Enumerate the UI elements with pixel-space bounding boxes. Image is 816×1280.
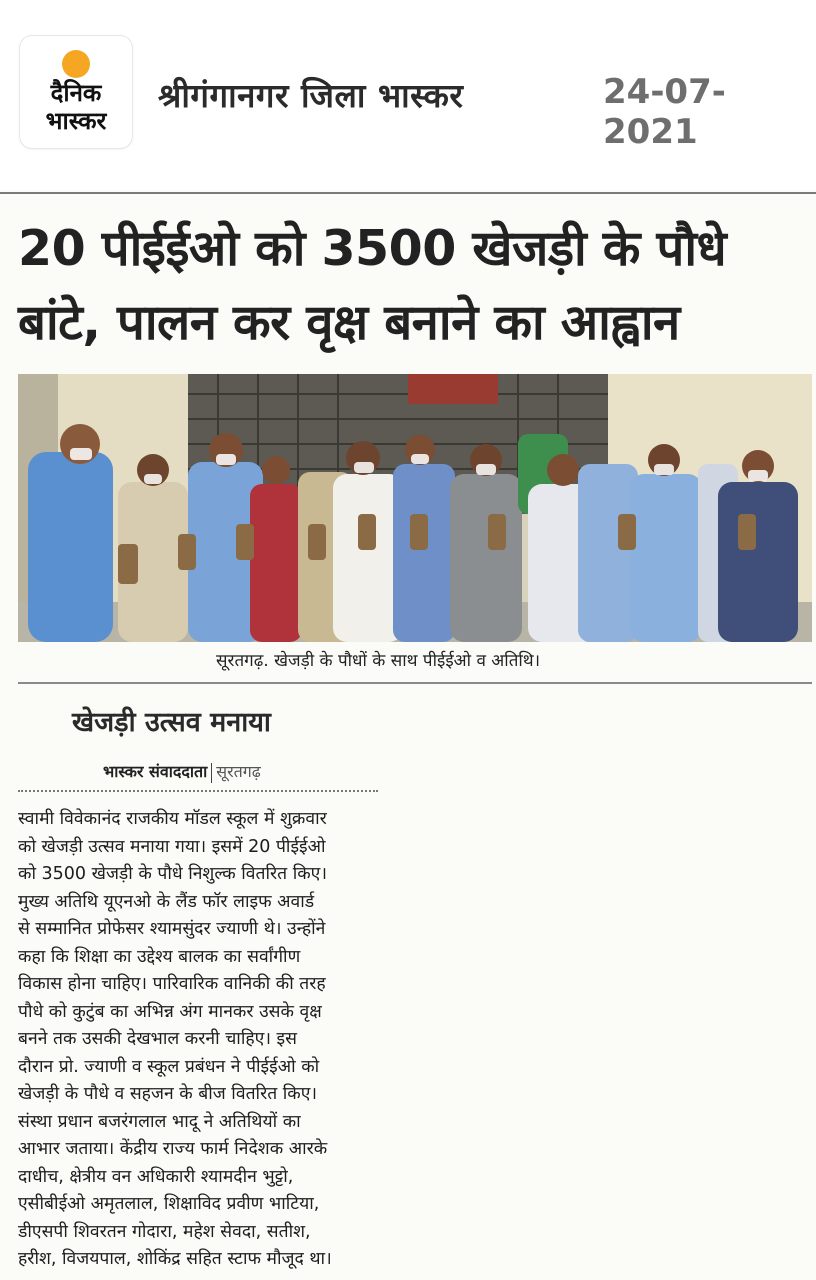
body-line: विकास होना चाहिए। पारिवारिक वानिकी की तरह bbox=[18, 974, 326, 994]
body-line: बनने तक उसकी देखभाल करनी चाहिए। इस bbox=[18, 1029, 297, 1049]
divider bbox=[18, 682, 812, 684]
news-photo bbox=[18, 374, 812, 642]
body-line: मुख्य अतिथि यूएनओ के लैंड फॉर लाइफ अवार्ड bbox=[18, 891, 315, 912]
sun-icon bbox=[62, 50, 90, 78]
byline-place: सूरतगढ़ bbox=[216, 762, 261, 781]
body-line: स्वामी विवेकानंद राजकीय मॉडल स्कूल में शुक्रवार bbox=[18, 809, 327, 829]
headline bbox=[18, 212, 808, 360]
byline-agency: भास्कर संवाददाता bbox=[103, 762, 208, 781]
body-line: दाधीच, क्षेत्रीय वन अधिकारी श्यामदीन भुट्टो, bbox=[18, 1166, 294, 1187]
photo-caption: सूरतगढ़. खेजड़ी के पौधों के साथ पीईईओ व अतिथि। bbox=[216, 651, 541, 671]
edition-name: श्रीगंगानगर जिला भास्कर bbox=[158, 76, 464, 115]
byline-separator bbox=[211, 763, 212, 783]
dotted-divider bbox=[18, 790, 378, 792]
body-line: दौरान प्रो. ज्याणी व स्कूल प्रबंधन ने पीईईओ को bbox=[18, 1056, 320, 1077]
body-line: हरीश, विजयपाल, शोकिंद्र सहित स्टाफ मौजूद था। bbox=[18, 1249, 332, 1269]
body-line: डीएसपी शिवरतन गोदारा, महेश सेवदा, सतीश, bbox=[18, 1221, 311, 1242]
publication-date: 24-07-2021 bbox=[603, 72, 726, 152]
headline-line-2: बांटे, पालन कर वृक्ष बनाने का आह्वान bbox=[18, 294, 680, 351]
page-header bbox=[0, 0, 816, 190]
dainik-bhaskar-logo bbox=[20, 36, 132, 148]
body-line: आभार जताया। केंद्रीय राज्य फार्म निदेशक आरके bbox=[18, 1139, 328, 1159]
headline-line-1: 20 पीईईओ को 3500 खेजड़ी के पौधे bbox=[18, 220, 727, 277]
body-line: को खेजड़ी उत्सव मनाया गया। इसमें 20 पीईईओ bbox=[18, 836, 326, 857]
body-line: एसीबीईओ अमृतलाल, शिक्षाविद प्रवीण भाटिया, bbox=[18, 1194, 320, 1214]
byline bbox=[103, 760, 261, 783]
logo-text-line1: दैनिक bbox=[50, 79, 102, 107]
divider bbox=[0, 192, 816, 194]
subheadline: खेजड़ी उत्सव मनाया bbox=[72, 707, 271, 738]
body-line: को 3500 खेजड़ी के पौधे निशुल्क वितरित किए। bbox=[18, 864, 327, 884]
logo-text-line2: भास्कर bbox=[45, 107, 107, 135]
body-line: पौधे को कुटुंब का अभिन्न अंग मानकर उसके वृक्ष bbox=[18, 1001, 322, 1022]
article-body bbox=[18, 806, 384, 1274]
body-line: संस्था प्रधान बजरंगलाल भादू ने अतिथियों का bbox=[18, 1111, 301, 1132]
body-line: कहा कि शिक्षा का उद्देश्य बालक का सर्वांगीण bbox=[18, 946, 301, 967]
body-line: से सम्मानित प्रोफेसर श्यामसुंदर ज्याणी थे। उन्होंने bbox=[18, 919, 326, 939]
body-line: खेजड़ी के पौधे व सहजन के बीज वितरित किए। bbox=[18, 1084, 318, 1104]
